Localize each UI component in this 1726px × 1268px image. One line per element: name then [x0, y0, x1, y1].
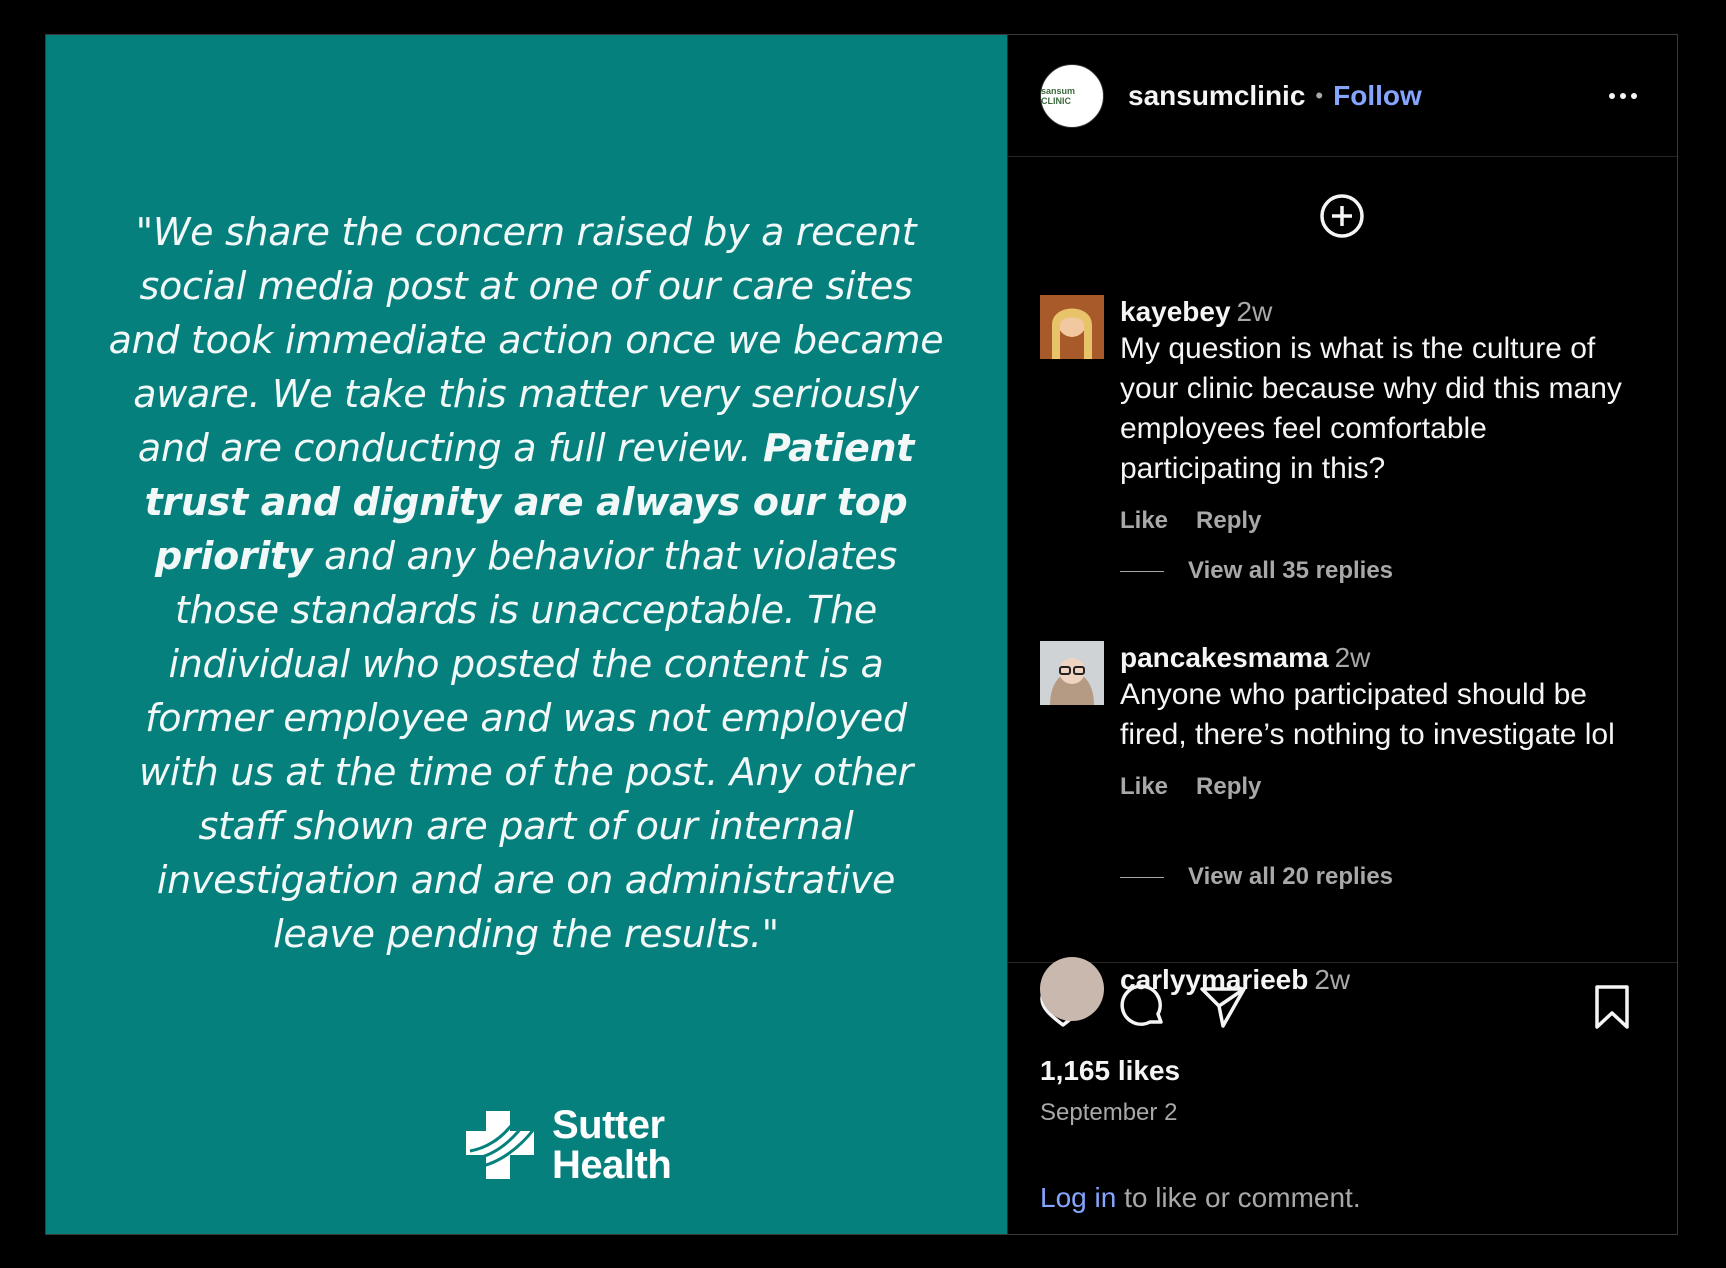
- brand-line-1: Sutter: [552, 1103, 665, 1147]
- comment-reply-button[interactable]: Reply: [1196, 773, 1262, 800]
- add-circle-icon[interactable]: [1319, 193, 1365, 239]
- comment-username[interactable]: kayebey: [1120, 296, 1231, 327]
- more-icon-dot: [1631, 93, 1637, 99]
- follow-button[interactable]: Follow: [1333, 79, 1422, 111]
- commenter-avatar[interactable]: [1040, 295, 1104, 359]
- account-username[interactable]: sansumclinic: [1128, 79, 1306, 111]
- commenter-avatar[interactable]: [1040, 957, 1104, 1021]
- comments-list[interactable]: [1008, 157, 1677, 995]
- separator-dot: •: [1315, 82, 1324, 108]
- post-side-panel: [1007, 35, 1677, 1234]
- more-icon: [1609, 93, 1615, 99]
- sutter-health-mark-icon: [462, 1107, 538, 1183]
- replies-line: [1120, 571, 1164, 572]
- login-prompt: [1040, 1182, 1361, 1214]
- post-header: [1008, 35, 1677, 157]
- post-image: [46, 35, 1007, 1234]
- avatar-photo-icon: [1040, 295, 1104, 359]
- avatar-text: sansum CLINIC: [1041, 85, 1076, 106]
- comment-username[interactable]: pancakesmama: [1120, 642, 1329, 673]
- view-replies-button[interactable]: [1120, 557, 1393, 585]
- avatar-photo-icon: [1040, 641, 1104, 705]
- comment-item-partial: [1040, 957, 1350, 1021]
- account-avatar[interactable]: [1040, 64, 1104, 128]
- comment-text: Anyone who participated should be fired, there’s nothing to investigate lol: [1120, 678, 1615, 751]
- login-link[interactable]: Log in: [1040, 1182, 1117, 1213]
- comment-text: My question is what is the culture of your clinic because why did this many employees feel comfortable participating in this?: [1120, 332, 1622, 485]
- statement-quote: [106, 205, 946, 961]
- comment-like-button[interactable]: Like: [1120, 773, 1169, 800]
- quote-text-part2: and any behavior that violates those standards is unacceptable. The individual who posted the content is a former employee and was not employed with us at the time of the post. Any other staff shown are part of our internal investigation and are on administrative leave pending the results.": [139, 534, 913, 956]
- comment-time[interactable]: 2w: [1314, 964, 1351, 995]
- comment-reply-button[interactable]: Reply: [1196, 507, 1262, 534]
- comment-time[interactable]: 2w: [1236, 296, 1273, 327]
- login-prompt-text: to like or comment.: [1116, 1182, 1361, 1213]
- quote-text-part1: "We share the concern raised by a recent social media post at one of our care sites and took immediate action once we became aware. We take this matter very seriously and are conducting a full review.: [108, 210, 944, 470]
- view-replies-label: View all 35 replies: [1188, 557, 1394, 584]
- comment-username[interactable]: carlyymarieeb: [1120, 964, 1309, 995]
- commenter-avatar[interactable]: [1040, 641, 1104, 705]
- more-options-button[interactable]: [1601, 85, 1645, 107]
- bookmark-icon[interactable]: [1587, 982, 1637, 1032]
- comment-time[interactable]: 2w: [1334, 642, 1371, 673]
- post-modal: [45, 34, 1678, 1235]
- more-icon-dot: [1620, 93, 1626, 99]
- view-replies-button[interactable]: [1120, 863, 1393, 891]
- quote-text-bold: Patient trust and dignity are always our top priority: [144, 426, 915, 578]
- view-replies-label: View all 20 replies: [1188, 863, 1394, 890]
- comment-item: [1040, 641, 1650, 801]
- likes-count[interactable]: 1,165 likes: [1040, 1055, 1181, 1086]
- post-date[interactable]: September 2: [1040, 1099, 1178, 1126]
- sutter-health-logo: [462, 1105, 671, 1185]
- comment-item: [1040, 295, 1650, 535]
- replies-line: [1120, 877, 1164, 878]
- brand-line-2: Health: [552, 1143, 672, 1187]
- comment-like-button[interactable]: Like: [1120, 507, 1169, 534]
